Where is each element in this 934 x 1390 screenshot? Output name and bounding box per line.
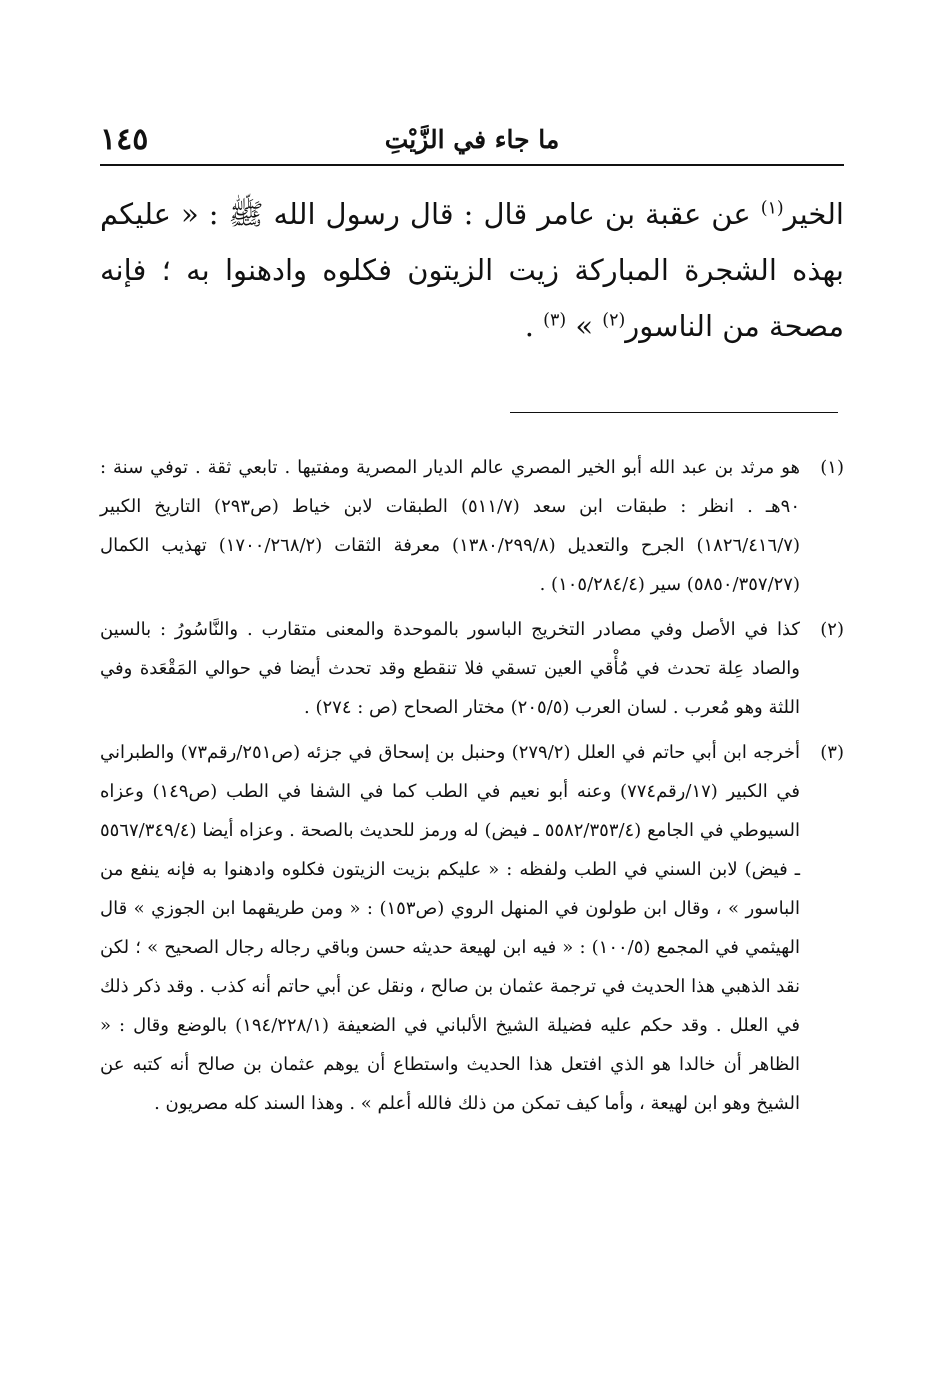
- footnote-1: [100, 448, 844, 604]
- footnote-marker: (٢): [820, 619, 844, 640]
- footnote-marker: (١): [820, 457, 844, 478]
- main-text-part: »: [566, 309, 603, 343]
- footnote-2: [100, 610, 844, 727]
- footnote-ref-1: (١): [760, 198, 784, 219]
- page-header: [100, 118, 844, 162]
- footnote-separator: [510, 412, 838, 413]
- header-rule: [100, 164, 844, 166]
- main-text-part: عن عقبة بن عامر قال : قال رسول الله ﷺ : « عليكم بهذه الشجرة المباركة زيت الزيتون فكلوه وادهنوا به ؛ فإنه مصحة من الناسور: [100, 197, 844, 343]
- running-head: ما جاء في الزَّيْتِ: [384, 125, 560, 154]
- footnotes: [100, 448, 844, 1129]
- footnote-text: كذا في الأصل وفي مصادر التخريج الباسور بالموحدة والمعنى متقارب . والنَّاسُورُ : بالسين والصاد عِلة تحدث في مُأْقي العين تسقي فلا تنقطع وقد تحدث أيضا في حوالي المَقْعَدة وفي اللثة وهو مُعرب . لسان العرب (٢٠٥/٥) مختار الصحاح (ص : ٢٧٤) .: [100, 619, 800, 718]
- main-text-part: الخير: [783, 197, 844, 231]
- footnote-3: [100, 733, 844, 1123]
- hadith-text: [100, 186, 844, 354]
- main-text-part: .: [524, 309, 544, 343]
- footnote-marker: (٣): [820, 742, 844, 763]
- footnote-text: هو مرثد بن عبد الله أبو الخير المصري عالم الديار المصرية ومفتيها . تابعي ثقة . توفي سنة : ٩٠هـ . انظر : طبقات ابن سعد (٥١١/٧) الطبقات لابن خياط (ص٢٩٣) التاريخ الكبير (١٨٢٦/٤١٦/٧) الجرح والتعديل (١٣٨٠/٢٩٩/٨) معرفة الثقات (١٧٠٠/٢٦٨/٢) تهذيب الكمال (٥٨٥٠/٣٥٧/٢٧) سير (١٠٥/٢٨٤/٤) .: [100, 457, 800, 595]
- footnote-ref-3: (٣): [543, 310, 567, 331]
- footnote-text: أخرجه ابن أبي حاتم في العلل (٢٧٩/٢) وحنبل بن إسحاق في جزئه (ص٢٥١/رقم٧٣) والطبراني في الكبير (١٧/رقم٧٧٤) وعنه أبو نعيم في الطب كما في الشفا في الطب (ص١٤٩) وعزاه السيوطي في الجامع (٥٥٨٢/٣٥٣/٤ ـ فيض) له ورمز للحديث بالصحة . وعزاه أيضا (٥٥٦٧/٣٤٩/٤ ـ فيض) لابن السني في الطب ولفظه : « عليكم بزيت الزيتون فكلوه وادهنوا به فإنه ينفع من الباسور » ، وقال ابن طولون في المنهل الروي (ص١٥٣) : « ومن طريقهما ابن الجوزي » قال الهيثمي في المجمع (١٠٠/٥) : « فيه ابن لهيعة حديثه حسن وباقي رجاله رجال الصحيح » ؛ لكن نقد الذهبي هذا الحديث في ترجمة عثمان بن صالح ، ونقل عن أبي حاتم أنه كذب . وقد ذكر ذلك في العلل . وقد حكم عليه فضيلة الشيخ الألباني في الضعيفة (١٩٤/٢٢٨/١) بالوضع وقال : « الظاهر أن خالدا هو الذي افتعل هذا الحديث واستطاع أن يوهم عثمان بن صالح أنه كتبه عن الشيخ وهو ابن لهيعة ، وأما كيف تمكن من ذلك فالله أعلم » . وهذا السند كله مصريون .: [100, 742, 801, 1114]
- footnote-ref-2: (٢): [602, 310, 626, 331]
- page-number: ١٤٥: [100, 122, 149, 157]
